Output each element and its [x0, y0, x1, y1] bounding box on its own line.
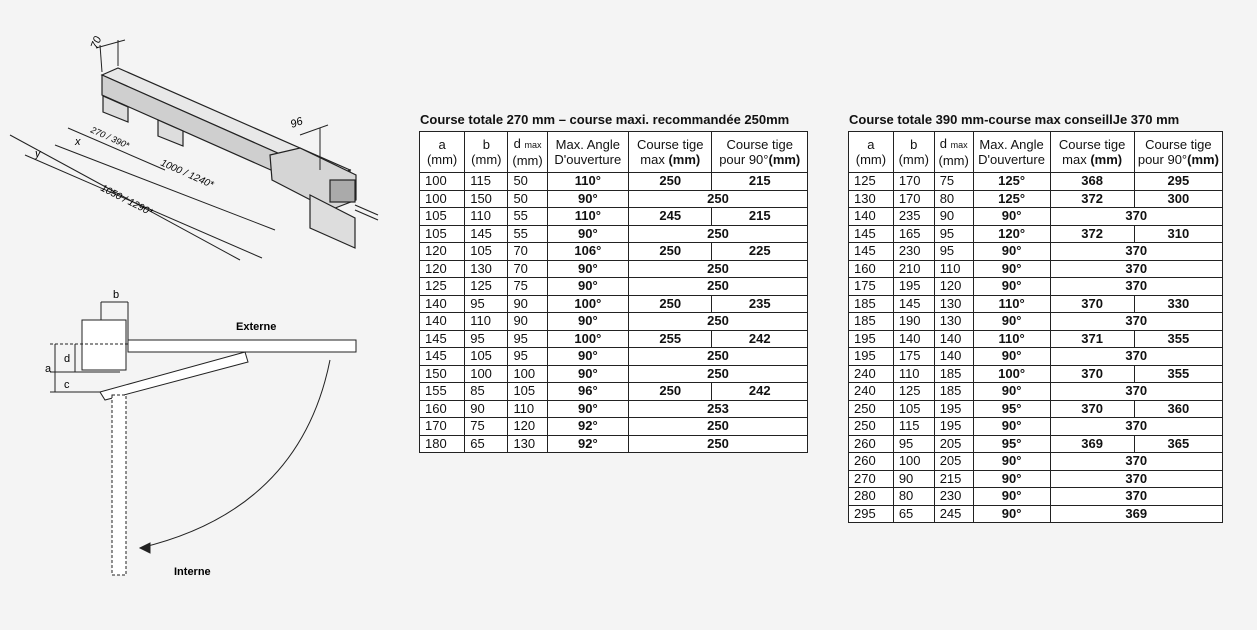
table-row: [420, 365, 808, 383]
cell-angle: 90°: [973, 488, 1050, 506]
installation-diagram: [50, 302, 356, 575]
cell-a: 185: [849, 313, 894, 331]
cell-b: 235: [893, 208, 934, 226]
table-row: [849, 488, 1223, 506]
cell-angle: 95°: [973, 400, 1050, 418]
cell-a: 260: [849, 435, 894, 453]
cell-d: 75: [934, 173, 973, 191]
cell-b: 165: [893, 225, 934, 243]
dim-length1-label: 1000 / 1240*: [158, 157, 216, 191]
cell-angle: 90°: [973, 418, 1050, 436]
cell-angle: 100°: [547, 295, 628, 313]
cell-angle: 90°: [547, 365, 628, 383]
cell-a: 195: [849, 330, 894, 348]
table1-header-row: [420, 132, 808, 173]
cell-course-90: 215: [712, 208, 808, 226]
table-row: [420, 400, 808, 418]
cell-a: 170: [420, 418, 465, 436]
table2-header-row: [849, 132, 1223, 173]
cell-b: 210: [893, 260, 934, 278]
cell-a: 125: [849, 173, 894, 191]
dim-x-stroke-label: 270 / 390*: [89, 124, 131, 151]
table-row: [420, 173, 808, 191]
cell-course-merged: 250: [629, 365, 808, 383]
cell-course-90: 242: [712, 330, 808, 348]
label-b: b: [113, 289, 120, 301]
cell-d: 50: [508, 190, 547, 208]
table1-title: Course totale 270 mm – course maxi. recommandée 250mm: [420, 112, 790, 127]
label-c: c: [64, 379, 70, 391]
cell-b: 230: [893, 243, 934, 261]
cell-d: 95: [508, 348, 547, 366]
cell-b: 100: [893, 453, 934, 471]
cell-b: 105: [465, 243, 508, 261]
cell-d: 50: [508, 173, 547, 191]
cell-b: 170: [893, 190, 934, 208]
cell-angle: 100°: [547, 330, 628, 348]
cell-d: 90: [508, 313, 547, 331]
cell-angle: 90°: [547, 190, 628, 208]
table-row: [420, 435, 808, 453]
cell-a: 250: [849, 400, 894, 418]
cell-a: 130: [849, 190, 894, 208]
cell-a: 160: [420, 400, 465, 418]
cell-angle: 90°: [973, 383, 1050, 401]
cell-angle: 90°: [547, 260, 628, 278]
header-course-max: Course tige max (mm): [629, 132, 712, 173]
cell-course-90: 242: [712, 383, 808, 401]
cell-course-90: 360: [1134, 400, 1222, 418]
cell-angle: 100°: [973, 365, 1050, 383]
table-row: [849, 330, 1223, 348]
cell-course-90: 300: [1134, 190, 1222, 208]
table-row: [849, 260, 1223, 278]
cell-b: 115: [893, 418, 934, 436]
cell-angle: 90°: [547, 313, 628, 331]
cell-d: 105: [508, 383, 547, 401]
cell-d: 90: [934, 208, 973, 226]
cell-a: 160: [849, 260, 894, 278]
cell-course-max: 250: [629, 173, 712, 191]
header-a: a (mm): [420, 132, 465, 173]
cell-course-max: 250: [629, 295, 712, 313]
cell-angle: 90°: [973, 505, 1050, 523]
table-row: [849, 365, 1223, 383]
cell-a: 145: [420, 348, 465, 366]
cell-course-merged: 370: [1050, 208, 1222, 226]
cell-course-90: 295: [1134, 173, 1222, 191]
cell-b: 95: [893, 435, 934, 453]
cell-angle: 90°: [547, 225, 628, 243]
cell-b: 150: [465, 190, 508, 208]
cell-b: 100: [465, 365, 508, 383]
label-interne: Interne: [174, 566, 211, 578]
cell-a: 185: [849, 295, 894, 313]
table-row: [420, 190, 808, 208]
cell-d: 70: [508, 260, 547, 278]
cell-b: 140: [893, 330, 934, 348]
dim-70-label: 70: [88, 34, 105, 51]
cell-angle: 125°: [973, 190, 1050, 208]
table-row: [849, 470, 1223, 488]
dim-x-label: x: [75, 136, 81, 148]
cell-d: 245: [934, 505, 973, 523]
table-row: [849, 400, 1223, 418]
cell-course-merged: 250: [629, 348, 808, 366]
table-row: [849, 243, 1223, 261]
cell-a: 240: [849, 383, 894, 401]
cell-course-merged: 370: [1050, 453, 1222, 471]
cell-course-merged: 370: [1050, 488, 1222, 506]
table-row: [849, 348, 1223, 366]
cell-angle: 90°: [973, 278, 1050, 296]
cell-a: 100: [420, 190, 465, 208]
table-row: [420, 383, 808, 401]
cell-d: 70: [508, 243, 547, 261]
cell-b: 65: [893, 505, 934, 523]
cell-b: 105: [893, 400, 934, 418]
cell-d: 100: [508, 365, 547, 383]
cell-a: 260: [849, 453, 894, 471]
cell-course-max: 245: [629, 208, 712, 226]
cell-course-90: 365: [1134, 435, 1222, 453]
cell-course-merged: 250: [629, 435, 808, 453]
table-row: [420, 313, 808, 331]
cell-d: 185: [934, 383, 973, 401]
cell-a: 195: [849, 348, 894, 366]
cell-a: 105: [420, 208, 465, 226]
cell-angle: 106°: [547, 243, 628, 261]
cell-angle: 120°: [973, 225, 1050, 243]
cell-course-merged: 370: [1050, 260, 1222, 278]
header-b: b (mm): [893, 132, 934, 173]
table-row: [849, 383, 1223, 401]
cell-course-max: 370: [1050, 365, 1134, 383]
cell-angle: 110°: [547, 173, 628, 191]
table-row: [420, 260, 808, 278]
cell-angle: 90°: [547, 348, 628, 366]
cell-b: 105: [465, 348, 508, 366]
table-row: [849, 278, 1223, 296]
cell-b: 145: [465, 225, 508, 243]
table-row: [849, 435, 1223, 453]
cell-angle: 92°: [547, 418, 628, 436]
cell-d: 90: [508, 295, 547, 313]
cell-a: 295: [849, 505, 894, 523]
cell-b: 110: [893, 365, 934, 383]
cell-b: 90: [465, 400, 508, 418]
table-row: [420, 243, 808, 261]
cell-d: 185: [934, 365, 973, 383]
table-row: [849, 295, 1223, 313]
cell-a: 175: [849, 278, 894, 296]
cell-course-max: 255: [629, 330, 712, 348]
table-row: [849, 225, 1223, 243]
cell-a: 100: [420, 173, 465, 191]
cell-course-merged: 250: [629, 418, 808, 436]
table-row: [849, 190, 1223, 208]
cell-b: 195: [893, 278, 934, 296]
cell-course-90: 310: [1134, 225, 1222, 243]
cell-course-max: 371: [1050, 330, 1134, 348]
table-row: [849, 505, 1223, 523]
dim-96-label: 96: [288, 115, 305, 131]
cell-a: 145: [849, 243, 894, 261]
cell-b: 80: [893, 488, 934, 506]
technical-drawing: [0, 0, 400, 630]
cell-course-merged: 250: [629, 190, 808, 208]
table1: [419, 131, 808, 453]
cell-a: 180: [420, 435, 465, 453]
header-d: d max (mm): [508, 132, 547, 173]
table-row: [420, 348, 808, 366]
cell-d: 80: [934, 190, 973, 208]
cell-course-merged: 250: [629, 225, 808, 243]
table2-title: Course totale 390 mm-course max conseillЈe 370 mm: [849, 112, 1180, 127]
table-row: [420, 295, 808, 313]
cell-a: 145: [420, 330, 465, 348]
cell-course-merged: 370: [1050, 470, 1222, 488]
cell-b: 75: [465, 418, 508, 436]
table-row: [849, 453, 1223, 471]
dim-y-label: y: [35, 148, 41, 160]
header-b: b (mm): [465, 132, 508, 173]
cell-angle: 90°: [547, 278, 628, 296]
cell-a: 140: [420, 295, 465, 313]
cell-d: 130: [934, 295, 973, 313]
cell-a: 270: [849, 470, 894, 488]
cell-d: 95: [934, 243, 973, 261]
cell-course-max: 370: [1050, 400, 1134, 418]
cell-b: 170: [893, 173, 934, 191]
cell-angle: 110°: [973, 330, 1050, 348]
cell-d: 215: [934, 470, 973, 488]
cell-course-merged: 370: [1050, 418, 1222, 436]
cell-course-merged: 370: [1050, 348, 1222, 366]
cell-b: 115: [465, 173, 508, 191]
table-row: [849, 313, 1223, 331]
header-course-max: Course tige max (mm): [1050, 132, 1134, 173]
cell-d: 95: [508, 330, 547, 348]
cell-b: 130: [465, 260, 508, 278]
cell-course-90: 355: [1134, 365, 1222, 383]
cell-b: 95: [465, 295, 508, 313]
header-angle: Max. Angle D'ouverture: [973, 132, 1050, 173]
cell-d: 75: [508, 278, 547, 296]
cell-course-90: 355: [1134, 330, 1222, 348]
table-row: [849, 173, 1223, 191]
cell-course-max: 368: [1050, 173, 1134, 191]
dim-length2-label: 1050 / 1290*: [98, 182, 155, 219]
cell-b: 90: [893, 470, 934, 488]
cell-a: 250: [849, 418, 894, 436]
header-a: a (mm): [849, 132, 894, 173]
cell-angle: 90°: [973, 348, 1050, 366]
cell-course-merged: 250: [629, 313, 808, 331]
cell-a: 150: [420, 365, 465, 383]
cell-angle: 92°: [547, 435, 628, 453]
cell-a: 140: [420, 313, 465, 331]
cell-a: 120: [420, 260, 465, 278]
cell-angle: 90°: [973, 470, 1050, 488]
cell-angle: 95°: [973, 435, 1050, 453]
cell-course-max: 372: [1050, 225, 1134, 243]
cell-d: 130: [934, 313, 973, 331]
cell-course-max: 369: [1050, 435, 1134, 453]
cell-b: 125: [465, 278, 508, 296]
cell-course-max: 370: [1050, 295, 1134, 313]
cell-d: 130: [508, 435, 547, 453]
table-row: [420, 278, 808, 296]
label-externe: Externe: [236, 321, 277, 333]
cell-course-max: 250: [629, 243, 712, 261]
cell-a: 125: [420, 278, 465, 296]
cell-course-merged: 370: [1050, 243, 1222, 261]
cell-d: 110: [508, 400, 547, 418]
cell-d: 140: [934, 348, 973, 366]
header-d: d max (mm): [934, 132, 973, 173]
cell-course-90: 215: [712, 173, 808, 191]
cell-course-merged: 369: [1050, 505, 1222, 523]
cell-b: 145: [893, 295, 934, 313]
cell-course-max: 250: [629, 383, 712, 401]
cell-angle: 90°: [973, 260, 1050, 278]
cell-course-merged: 370: [1050, 383, 1222, 401]
cell-course-merged: 370: [1050, 313, 1222, 331]
table-row: [849, 208, 1223, 226]
table-row: [420, 418, 808, 436]
actuator-body: [102, 68, 378, 248]
cell-d: 205: [934, 435, 973, 453]
header-angle: Max. Angle D'ouverture: [547, 132, 628, 173]
cell-angle: 90°: [973, 453, 1050, 471]
header-course-90: Course tige pour 90°(mm): [1134, 132, 1222, 173]
cell-a: 145: [849, 225, 894, 243]
cell-d: 95: [934, 225, 973, 243]
label-a: a: [45, 363, 52, 375]
table-row: [420, 330, 808, 348]
cell-a: 280: [849, 488, 894, 506]
cell-d: 120: [934, 278, 973, 296]
cell-course-merged: 250: [629, 278, 808, 296]
cell-b: 85: [465, 383, 508, 401]
cell-d: 120: [508, 418, 547, 436]
cell-b: 190: [893, 313, 934, 331]
cell-angle: 90°: [973, 208, 1050, 226]
cell-b: 125: [893, 383, 934, 401]
header-course-90: Course tige pour 90°(mm): [712, 132, 808, 173]
cell-a: 105: [420, 225, 465, 243]
cell-course-merged: 250: [629, 260, 808, 278]
cell-d: 140: [934, 330, 973, 348]
cell-angle: 110°: [547, 208, 628, 226]
cell-a: 140: [849, 208, 894, 226]
cell-b: 95: [465, 330, 508, 348]
cell-b: 175: [893, 348, 934, 366]
cell-d: 230: [934, 488, 973, 506]
cell-angle: 96°: [547, 383, 628, 401]
cell-angle: 125°: [973, 173, 1050, 191]
cell-angle: 90°: [973, 313, 1050, 331]
cell-d: 110: [934, 260, 973, 278]
table-row: [420, 208, 808, 226]
table-row: [849, 418, 1223, 436]
cell-angle: 110°: [973, 295, 1050, 313]
cell-b: 110: [465, 208, 508, 226]
cell-d: 195: [934, 400, 973, 418]
cell-a: 155: [420, 383, 465, 401]
cell-course-merged: 253: [629, 400, 808, 418]
cell-course-90: 235: [712, 295, 808, 313]
cell-course-merged: 370: [1050, 278, 1222, 296]
cell-course-90: 225: [712, 243, 808, 261]
label-d: d: [64, 353, 71, 365]
table2: [848, 131, 1223, 523]
table-row: [420, 225, 808, 243]
cell-a: 120: [420, 243, 465, 261]
cell-angle: 90°: [547, 400, 628, 418]
cell-b: 110: [465, 313, 508, 331]
cell-a: 240: [849, 365, 894, 383]
cell-d: 55: [508, 208, 547, 226]
cell-d: 205: [934, 453, 973, 471]
cell-d: 195: [934, 418, 973, 436]
cell-course-90: 330: [1134, 295, 1222, 313]
cell-d: 55: [508, 225, 547, 243]
cell-b: 65: [465, 435, 508, 453]
cell-angle: 90°: [973, 243, 1050, 261]
cell-course-max: 372: [1050, 190, 1134, 208]
